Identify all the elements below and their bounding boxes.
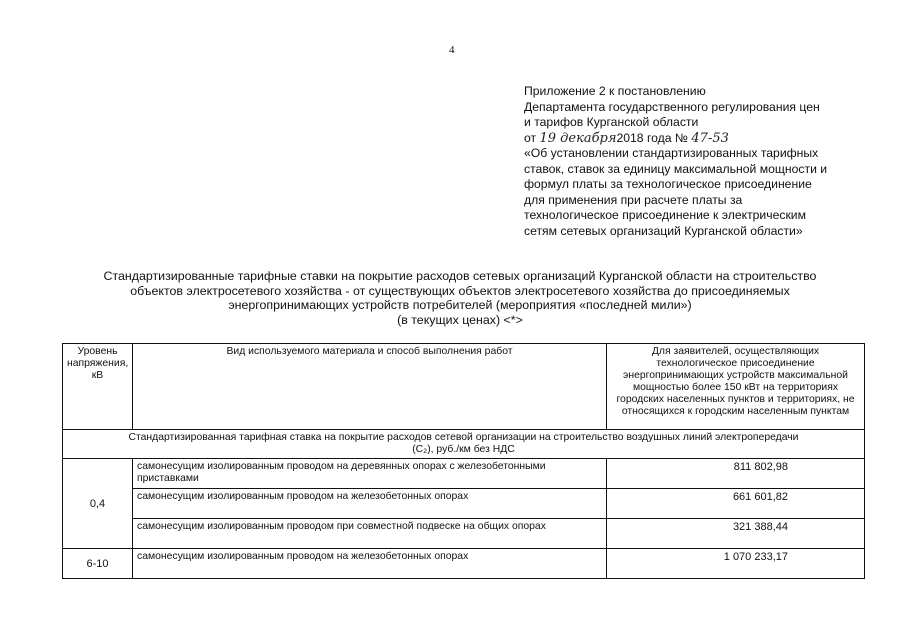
page-number: 4 (449, 44, 455, 56)
value-cell: 1 070 233,17 (607, 549, 865, 579)
table-row (63, 459, 865, 489)
appendix-title-line: технологическое присоединение к электрическим (524, 208, 806, 222)
document-heading (60, 269, 860, 327)
section-title-line-2: (C₂), руб./км без НДС (412, 444, 515, 455)
appendix-line-3: и тарифов Курганской области (524, 115, 699, 129)
appendix-title-line: «Об установлении стандартизированных тарифных (524, 146, 819, 160)
appendix-title-line: формул платы за технологическое присоединение (524, 177, 812, 191)
appendix-line-1: Приложение 2 к постановлению (524, 84, 706, 98)
appendix-date-line (524, 131, 854, 147)
value-cell: 811 802,98 (607, 459, 865, 489)
section-title-line-1: Стандартизированная тарифная ставка на покрытие расходов сетевой организации на строительство воздушных линий электропередачи (128, 432, 799, 443)
appendix-title-line: сетям сетевых организаций Курганской области» (524, 223, 803, 238)
heading-line: объектов электросетевого хозяйства - от существующих объектов электросетевого хозяйства до присоединяемых (130, 283, 790, 298)
value-cell: 321 388,44 (607, 519, 865, 549)
appendix-line-2: Департамента государственного регулирования цен (524, 99, 820, 114)
material-cell: самонесущим изолированным проводом на железобетонных опорах (133, 489, 607, 519)
date-suffix: 2018 года № (616, 130, 689, 145)
header-material: Вид используемого материала и способ выполнения работ (133, 344, 607, 430)
handwritten-date: 19 декабря (539, 130, 617, 146)
section-title (63, 430, 865, 459)
voltage-cell: 6-10 (63, 549, 133, 579)
heading-line: (в текущих ценах) <*> (397, 312, 523, 327)
appendix-block (524, 84, 854, 239)
material-cell: самонесущим изолированным проводом при совместной подвеске на общих опорах (133, 519, 607, 549)
material-cell: самонесущим изолированным проводом на деревянных опорах с железобетонными приставками (133, 459, 607, 489)
heading-line: энергопринимающих устройств потребителей (мероприятия «последней мили») (228, 298, 692, 313)
handwritten-number: 47-53 (691, 130, 729, 146)
heading-line: Стандартизированные тарифные ставки на покрытие расходов сетевых организаций Курганской области на строительство (103, 269, 817, 283)
section-row (63, 430, 865, 459)
material-cell: самонесущим изолированным проводом на железобетонных опорах (133, 549, 607, 579)
appendix-title-line: ставок, ставок за единицу максимальной мощности и (524, 161, 828, 176)
table-header-row (63, 344, 865, 430)
rates-table (62, 343, 865, 579)
date-prefix: от (524, 130, 537, 145)
table-row (63, 519, 865, 549)
value-cell: 661 601,82 (607, 489, 865, 519)
appendix-title-line: для применения при расчете платы за (524, 192, 743, 207)
voltage-cell: 0,4 (63, 459, 133, 549)
table-row (63, 489, 865, 519)
table-row (63, 549, 865, 579)
header-voltage: Уровень напряжения, кВ (63, 344, 133, 430)
header-applicants: Для заявителей, осуществляющих технологическое присоединение энергопринимающих устройств максимальной мощностью более 150 кВт на территориях городских населенных пунктов и территориях, не относящихся к городским населенным пунктам (607, 344, 865, 430)
